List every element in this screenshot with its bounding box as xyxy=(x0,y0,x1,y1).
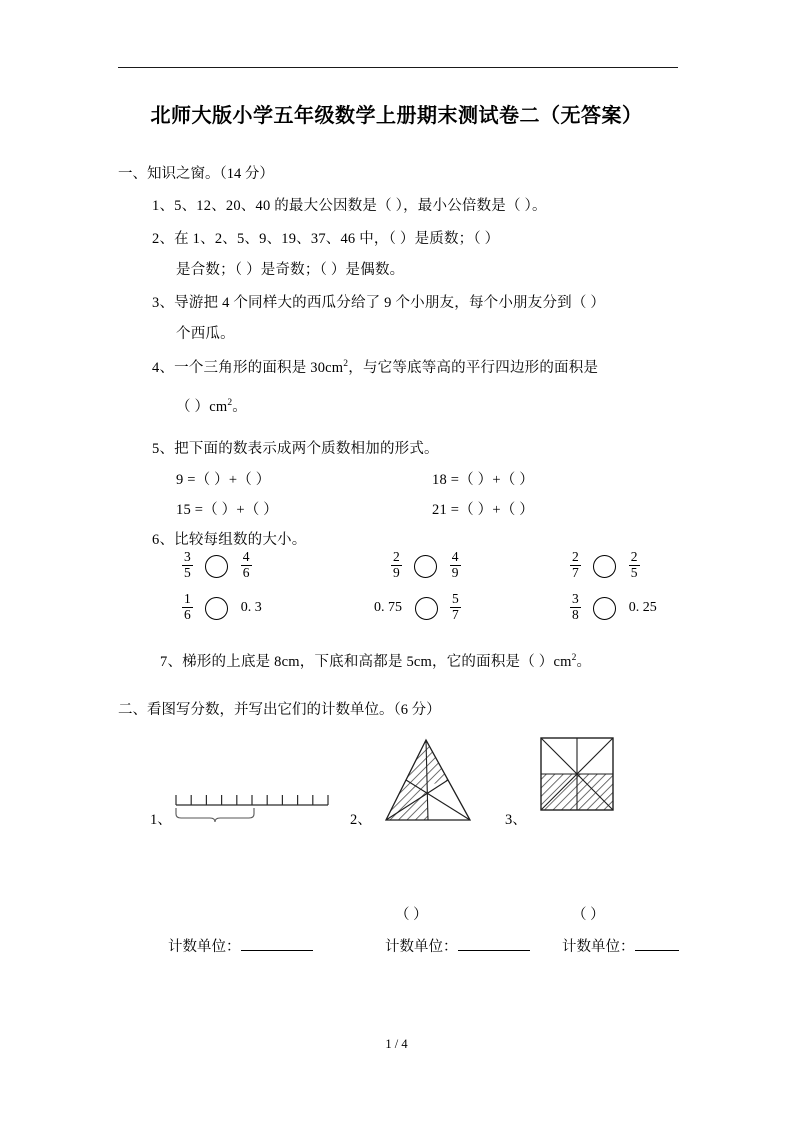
question-5-item-2: 18 =（ ）+（ ） xyxy=(432,472,534,488)
square-exponent: 2 xyxy=(343,359,349,370)
question-4-line-2 xyxy=(176,395,247,416)
figure-2-unit-label: 计数单位： xyxy=(385,939,458,955)
comparison-circle[interactable] xyxy=(205,597,228,620)
compare-pair-1 xyxy=(182,551,252,581)
compare-pair-4 xyxy=(182,593,262,623)
page-title: 北师大版小学五年级数学上册期末测试卷二（无答案） xyxy=(150,105,643,127)
compare-pair-3 xyxy=(570,551,640,581)
figure-3-label: 3、 xyxy=(505,812,527,828)
question-2-line-1: 2、在 1、2、5、9、19、37、46 中，（ ）是质数；（ ） xyxy=(152,231,500,247)
question-1: 1、5、12、20、40 的最大公因数是（ ），最小公倍数是（ ）。 xyxy=(152,198,547,214)
decimal-right: 0. 3 xyxy=(240,600,262,616)
fraction-right: $\frac{5}{7}$ xyxy=(452,591,459,622)
question-3-line-2: 个西瓜。 xyxy=(176,326,235,342)
figure-2-triangle xyxy=(382,734,476,831)
fraction-left: $\frac{1}{6}$ xyxy=(184,591,191,622)
section-two-heading: 二、看图写分数，并写出它们的计数单位。（6 分） xyxy=(118,702,441,718)
question-4-text-a: 4、一个三角形的面积是 30cm xyxy=(152,360,344,376)
question-7-text: 7、梯形的上底是 8cm，下底和高都是 5cm，它的面积是（ ）cm xyxy=(160,654,572,670)
decimal-right: 0. 25 xyxy=(628,600,657,616)
figure-2-answer-blank[interactable]: （ ） xyxy=(395,907,428,923)
question-4-line-1 xyxy=(152,356,598,377)
fraction-left: $\frac{2}{9}$ xyxy=(393,549,400,580)
figure-2-unit xyxy=(385,935,530,956)
section-one-heading: 一、知识之窗。（14 分） xyxy=(118,166,274,182)
question-7 xyxy=(160,650,591,671)
fraction-right: $\frac{2}{5}$ xyxy=(630,549,638,580)
square-exponent: 2 xyxy=(227,398,233,409)
question-7-period: 。 xyxy=(576,654,592,670)
figure-3-unit-label: 计数单位： xyxy=(562,939,635,955)
comparison-circle[interactable] xyxy=(593,597,616,620)
figure-1-unit-blank[interactable] xyxy=(241,937,313,951)
figure-2-unit-blank[interactable] xyxy=(458,937,530,951)
question-5-item-1: 9 =（ ）+（ ） xyxy=(176,472,271,488)
question-2-line-2: 是合数；（ ）是奇数；（ ）是偶数。 xyxy=(176,262,405,278)
question-4-blank: （ ）cm xyxy=(176,399,228,415)
question-6-heading: 6、比较每组数的大小。 xyxy=(152,532,307,548)
page-number: 1 / 4 xyxy=(385,1037,408,1051)
figure-2-label: 2、 xyxy=(350,812,372,828)
figure-1-label: 1、 xyxy=(150,812,172,828)
question-3-line-1: 3、导游把 4 个同样大的西瓜分给了 9 个小朋友，每个小朋友分到（ ） xyxy=(152,295,606,311)
compare-pair-2 xyxy=(391,551,461,581)
fraction-left: $\frac{3}{5}$ xyxy=(184,549,191,580)
figure-1-unit xyxy=(168,935,313,956)
figure-1-unit-label: 计数单位： xyxy=(168,939,241,955)
comparison-circle[interactable] xyxy=(415,597,438,620)
question-4-period: 。 xyxy=(232,399,247,415)
comparison-circle[interactable] xyxy=(414,555,437,578)
figure-1-number-line xyxy=(172,788,332,838)
question-5-heading: 5、把下面的数表示成两个质数相加的形式。 xyxy=(152,441,439,457)
compare-pair-6 xyxy=(570,593,657,623)
figure-3-unit-blank[interactable] xyxy=(635,937,679,951)
decimal-left: 0. 75 xyxy=(374,600,402,616)
figure-3-unit xyxy=(562,935,679,956)
fraction-left: $\frac{2}{7}$ xyxy=(572,549,579,580)
fraction-right: $\frac{4}{6}$ xyxy=(242,549,250,580)
question-5-item-3: 15 =（ ）+（ ） xyxy=(176,502,278,518)
compare-pair-5 xyxy=(374,593,461,623)
fraction-left: $\frac{3}{8}$ xyxy=(572,591,579,622)
square-exponent: 2 xyxy=(571,653,577,664)
question-5-item-4: 21 =（ ）+（ ） xyxy=(432,502,534,518)
question-4-text-b: ，与它等底等高的平行四边形的面积是 xyxy=(348,360,599,376)
figure-3-square xyxy=(536,733,618,822)
comparison-circle[interactable] xyxy=(593,555,616,578)
fraction-right: $\frac{4}{9}$ xyxy=(451,549,459,580)
figure-3-answer-blank[interactable]: （ ） xyxy=(572,907,605,923)
header-rule xyxy=(118,67,678,68)
comparison-circle[interactable] xyxy=(205,555,228,578)
